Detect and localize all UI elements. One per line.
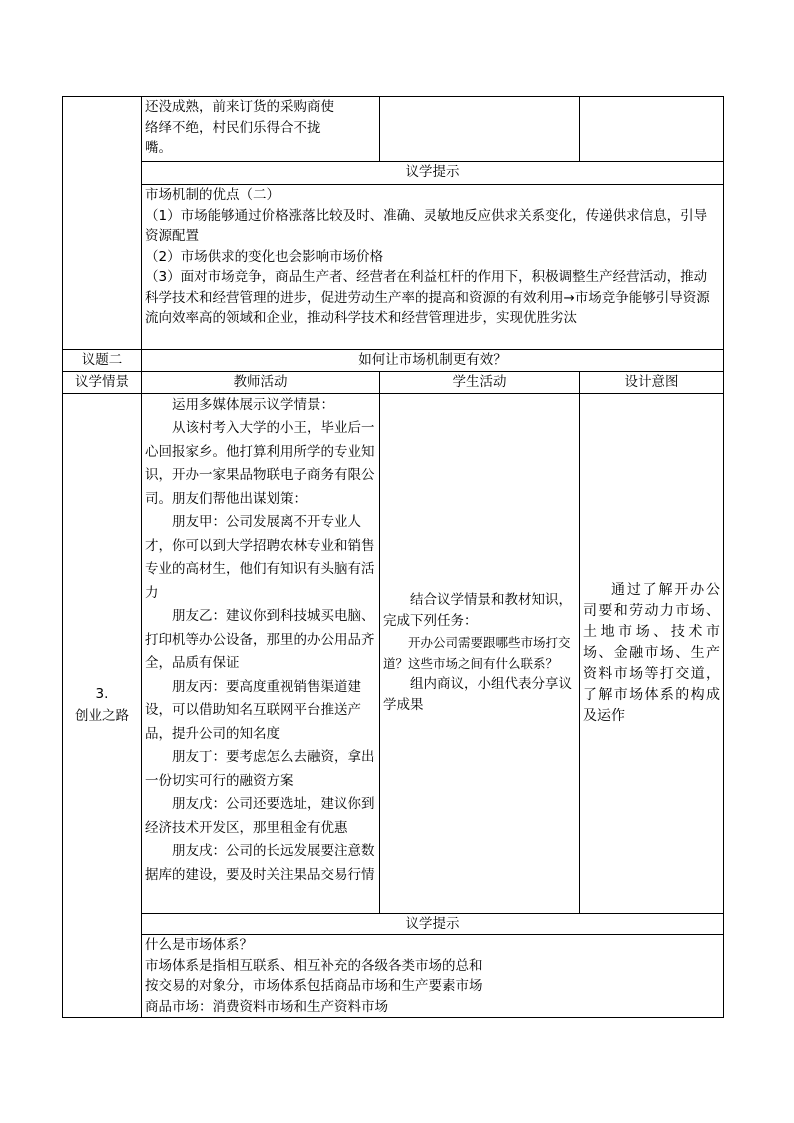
teacher-paragraph: 朋友丙：要高度重视销售渠道建设，可以借助知名互联网平台推送产品，提升公司的知名度 (145, 678, 361, 742)
teacher-paragraph: 从该村考入大学的小王，毕业后一心回报家乡。他打算利用所学的专业知识，开办一家果品物联电子商务有限公司。朋友们帮他出谋划策： (145, 420, 375, 507)
tip-line: 市场机制的优点（二） (145, 187, 280, 203)
tip-title-row (63, 913, 724, 935)
text-line: 还没成熟，前来订货的采购商使 (145, 99, 334, 115)
teacher-paragraph: 朋友戊：公司还要选址，建议你到经济技术开发区，那里租金有优惠 (145, 796, 375, 836)
teacher-paragraph: 朋友甲：公司发展离不开专业人才，你可以到大学招聘农林专业和销售专业的高材生，他们有知识有头脑有活力 (145, 514, 375, 601)
lesson-plan-table (62, 96, 724, 1018)
text-line: 嘴。 (145, 140, 172, 156)
tip-content (142, 185, 724, 350)
tip-line: 按交易的对象分，市场体系包括商品市场和生产要素市场 (145, 978, 483, 994)
scene-label: 3. 创业之路 (63, 393, 142, 1018)
topic-question: 如何让市场机制更有效？ (142, 350, 724, 372)
teacher-paragraph: 朋友戌：公司的长远发展要注意数据库的建设，要及时关注果品交易行情 (145, 843, 375, 883)
teacher-paragraph: 朋友丁：要考虑怎么去融资，拿出一份切实可行的融资方案 (145, 749, 375, 789)
header-teacher: 教师活动 (142, 372, 380, 394)
design-intent (580, 393, 724, 913)
tip-content-row (63, 185, 724, 350)
student-activity-empty (380, 97, 580, 162)
teacher-paragraph: 朋友乙：建议你到科技城买电脑、打印机等办公设备，那里的办公用品齐全，品质有保证 (145, 608, 375, 671)
student-activity (380, 393, 580, 913)
tip-content (142, 935, 724, 1018)
header-design: 设计意图 (580, 372, 724, 394)
tip-content-row (63, 935, 724, 1018)
design-intent-empty (580, 97, 724, 162)
tip-line: 市场体系是指相互联系、相互补充的各级各类市场的总和 (145, 957, 483, 974)
tip-line: （3）面对市场竞争，商品生产者、经营者在利益杠杆的作用下，积极调整生产经营活动，推动科学技术和经营管理的进步，促进劳动生产率的提高和资源的有效利用→市场竞争能够引导资源流向效率高的领域和企业，推动科学技术和经营管理进步，实现优胜劣汰 (145, 269, 710, 326)
tip-line: 什么是市场体系？ (145, 937, 253, 953)
tip-line: （1）市场能够通过价格涨落比较及时、准确、灵敏地反应供求关系变化，传递供求信息，引导资源配置 (145, 207, 708, 244)
student-paragraph: 组内商议，小组代表分享议学成果 (383, 676, 572, 713)
tip-title: 议学提示 (142, 162, 724, 185)
topic-row (63, 350, 724, 372)
tip-title: 议学提示 (142, 913, 724, 935)
topic-label: 议题二 (63, 350, 142, 372)
student-task: 开办公司需要跟哪些市场打交道？这些市场之间有什么联系？ (383, 635, 571, 671)
header-row (63, 372, 724, 394)
teacher-activity (142, 393, 380, 913)
header-student: 学生活动 (380, 372, 580, 394)
student-paragraph: 结合议学情景和教材知识，完成下列任务： (383, 592, 572, 629)
header-scene: 议学情景 (63, 372, 142, 394)
design-text: 通过了解开办公司要和劳动力市场、土地市场、技术市场、金融市场、生产资料市场等打交道，了解市场体系的构成及运作 (583, 581, 720, 724)
tip-title-row (63, 162, 724, 185)
scene-cell-empty (63, 97, 142, 350)
scene-row (63, 393, 724, 913)
tip-line: 商品市场：消费资料市场和生产资料市场 (145, 998, 388, 1015)
continuation-row (63, 97, 724, 162)
text-line: 络绎不绝，村民们乐得合不拢 (145, 119, 321, 136)
teacher-activity-continued (142, 97, 380, 162)
tip-line: （2）市场供求的变化也会影响市场价格 (145, 248, 384, 265)
teacher-paragraph: 运用多媒体展示议学情景： (172, 396, 334, 413)
